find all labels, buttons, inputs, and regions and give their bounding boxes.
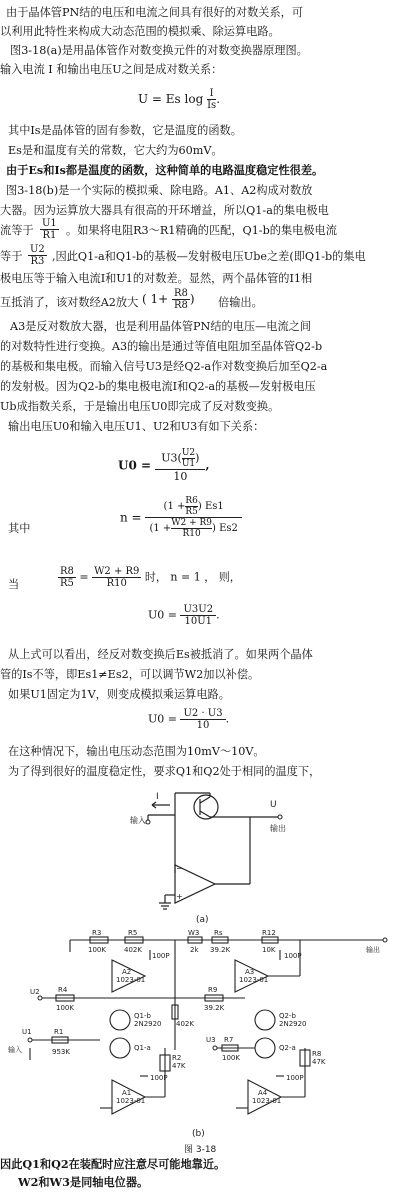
fig-b-q1a: Q1-a (134, 1044, 151, 1052)
fig-b-a2: A2 (122, 968, 132, 976)
fig-b-c1: 100P (152, 952, 170, 960)
fig-a-label-i: I (156, 792, 159, 802)
fig-b-r7v: 100K (222, 1054, 240, 1062)
eq-n-r5: R5 (185, 507, 198, 517)
para-line-5: 其中Is是晶体管的固有参数，它是温度的函数。 (8, 124, 242, 137)
fig-b-caption: (b) (192, 1129, 205, 1139)
fig-b-r12v: 10K (262, 946, 276, 954)
fig-b-r2: R2 (172, 1054, 182, 1062)
fig-b-c2: 100P (284, 952, 302, 960)
eq-mult-lhs: U0 = (148, 712, 177, 726)
fig-b-q2b: Q2-b (279, 1012, 296, 1020)
eq-log-end: . (216, 92, 221, 106)
eq-main-u2: U2 (181, 448, 196, 458)
fig-b-q1b: Q1-b (134, 1012, 151, 1020)
frac-r3-den: R3 (30, 256, 45, 267)
fig-b-rsv: 39.2K (210, 946, 231, 954)
gain-expression (142, 288, 195, 311)
fig-b-a1: A1 (122, 1089, 132, 1097)
eq-simp-num: U3U2 (180, 604, 216, 616)
eq-n-r10: R10 (182, 529, 201, 539)
para-line-11a: 等于 (0, 250, 23, 263)
fig-b-a3m: 1023-01 (239, 976, 269, 984)
fig-b-c3: 100P (150, 1074, 168, 1082)
para-line-13a: 互抵消了，该对数经A2放大 (0, 296, 139, 309)
fig-a-label-out: 输出 (270, 824, 286, 833)
gain-den: R8 (174, 300, 188, 311)
para-line-3: 图3-18(a)是用晶体管作对数变换元件的对数变换器原理图。 (10, 44, 308, 57)
gain-post: ) (189, 292, 195, 306)
eq-n-numtop: (1 + (163, 501, 186, 512)
eq-simp-end: . (216, 608, 220, 622)
equation-log (138, 88, 220, 111)
fig-b-r4v: 100K (56, 1004, 74, 1012)
para-line-16: 的基极和集电极。而输入信号U3是经Q2-a作对数变换后加至Q2-a (0, 360, 328, 373)
eq-log-den: Is (207, 100, 217, 111)
eq-simp-den: 10U1 (184, 616, 213, 627)
eq-n-es1: ) Es1 (197, 501, 224, 512)
para-line-13b: 倍输出。 (218, 296, 263, 309)
fig-b-out: 输出 (366, 946, 380, 954)
eq-cond-eq: = (79, 570, 89, 584)
fig-b-r9: R9 (208, 986, 218, 994)
fig-b-q2bm: 2N2920 (279, 1020, 307, 1028)
para-line-9: 大器。因为运算放大器具有很高的开环增益，所以Q1-a的集电极电 (0, 204, 329, 217)
eq-mult-num: U2 · U3 (180, 708, 225, 720)
fig-b-rs: Rs (214, 930, 223, 937)
eq-main-lhs: U0 = (118, 458, 152, 473)
eq-main-end: , (205, 458, 210, 472)
figure-b-circuit (0, 930, 400, 1145)
eq-main-u3: U3 (161, 451, 178, 465)
fig-b-q1bm: 2N2920 (134, 1020, 162, 1028)
para-line-6: Es是和温度有关的常数，它大约为60mV。 (8, 144, 223, 157)
fig-b-r4: R4 (58, 986, 68, 994)
eq-mult-end: . (225, 712, 230, 726)
eq-main-den: 10 (173, 470, 188, 483)
para-line-25: 在这种情况下，输出电压动态范围为10mV～10V。 (8, 745, 265, 758)
equation-n (120, 496, 242, 539)
fig-b-r10v: 402K (176, 1020, 194, 1028)
fig-b-a1m: 1023-01 (116, 1097, 146, 1105)
eq-cond-r5: R5 (60, 578, 74, 589)
para-line-11b: ,因此Q1-a和Q1-b的基极—发射极电压Ube之差(即Q1-b的集电 (52, 250, 366, 263)
para-line-1: 由于晶体管PN结的电压和电流之间具有很好的对数关系，可 (6, 6, 304, 19)
eq-n-w2r9: W2 + R9 (171, 518, 213, 528)
gain-num: R8 (174, 288, 188, 299)
fig-b-r1v: 953K (52, 1048, 70, 1056)
frac-u2-r3 (28, 244, 47, 267)
para-line-28: W2和W3是同轴电位器。 (18, 1176, 149, 1189)
para-line-20: 其中 (8, 522, 31, 535)
svg-text:−: − (176, 864, 183, 873)
eq-simp-lhs: U0 = (148, 608, 177, 622)
para-line-14: A3是反对数放大器，也是利用晶体管PN结的电压—电流之间 (10, 320, 312, 333)
para-line-22: 从上式可以看出，经反对数变换后Es被抵消了。如果两个晶体 (8, 648, 313, 661)
fig-b-a4: A4 (258, 1089, 268, 1097)
fig-b-r3v: 100K (88, 946, 106, 954)
fig-a-caption: (a) (196, 915, 209, 925)
para-line-15: 的对数特性进行变换。A3的输出是通过等值电阻加至晶体管Q2-b (0, 340, 323, 353)
figure-a-circuit (0, 785, 400, 925)
para-line-17: 的发射极。因为Q2-b的集电极电流I和Q2-a的基极—发射极电压 (0, 380, 316, 393)
eq-n-r6: R6 (185, 496, 198, 506)
frac-u1-r1 (40, 218, 59, 241)
para-line-12: 极电压等于输入电流I和U1的对数差。显然，两个晶体管的I1相 (0, 272, 313, 285)
frac-u1-num: U1 (42, 218, 57, 229)
eq-n-dentop: (1 + (149, 523, 172, 534)
eq-cond-tail: 时， n = 1 ， 则， (144, 570, 241, 584)
para-line-7: 由于Es和Is都是温度的函数，这种简单的电路温度稳定性很差。 (6, 164, 324, 177)
fig-b-r2v: 47K (172, 1062, 186, 1070)
fig-b-w3v: 2k (190, 946, 199, 954)
svg-text:+: + (176, 892, 183, 901)
fig-b-r7: R7 (224, 1036, 234, 1044)
equation-simplified (148, 604, 220, 627)
figure-caption: 图 3-18 (184, 1145, 217, 1155)
fig-b-r5v: 402K (124, 946, 142, 954)
gain-pre: ( 1+ (142, 292, 169, 306)
frac-r1-den: R1 (42, 230, 57, 241)
eq-n-es2: ) Es2 (212, 523, 238, 534)
para-line-19: 输出电压U0和输入电压U1、U2和U3有如下关系： (8, 420, 265, 433)
para-line-10b: 。如果将电阻R3～R1精确的匹配，Q1-b的集电极电流 (66, 224, 337, 237)
eq-cond-r10: R10 (106, 578, 127, 589)
fig-b-u1: U1 (22, 1028, 32, 1036)
fig-b-r8v: 47K (312, 1058, 326, 1066)
fig-b-in: 输入 (8, 1046, 22, 1054)
fig-a-label-in: 输入 (130, 816, 146, 825)
fig-b-w3: W3 (188, 930, 200, 937)
fig-b-a3: A3 (245, 968, 255, 976)
para-line-21: 当 (8, 578, 20, 591)
fig-b-r1: R1 (54, 1028, 64, 1036)
eq-cond-w2r9: W2 + R9 (94, 566, 140, 577)
fig-a-label-u: U (270, 800, 277, 810)
fig-b-a2m: 1023-01 (116, 976, 146, 984)
fig-b-r9v: 39.2K (204, 1004, 225, 1012)
para-line-24: 如果U1固定为1V，则变成模拟乘运算电路。 (8, 688, 230, 701)
fig-b-q2a: Q2-a (279, 1044, 296, 1052)
para-line-8: 图3-18(b)是一个实际的模拟乘、除电路。A1、A2构成对数放 (6, 184, 313, 197)
eq-cond-r8: R8 (60, 566, 74, 577)
fig-b-a4m: 1023-01 (252, 1097, 282, 1105)
para-line-10a: 流等于 (0, 224, 34, 237)
para-line-4: 输入电流 I 和输出电压U之间是成对数关系： (0, 63, 223, 76)
fig-b-c4: 100P (286, 1074, 304, 1082)
eq-mult-den: 10 (196, 720, 210, 731)
equation-main: U0 = U3( $\frac{U2}{U1}$ ) 10 , (118, 448, 210, 483)
frac-u2-num: U2 (30, 244, 45, 255)
fig-b-r3: R3 (92, 930, 102, 937)
fig-b-r5: R5 (128, 930, 138, 937)
fig-b-u3: U3 (206, 1036, 216, 1044)
equation-mult (148, 708, 229, 731)
para-line-23: 管的Is不等，即Es1≠Es2，可以调节W2加以补偿。 (0, 668, 260, 681)
para-line-2: 以利用此特性来构成大动态范围的模拟乘、除运算电路。 (0, 25, 280, 38)
fig-b-r8: R8 (312, 1050, 322, 1058)
para-line-27: 因此Q1和Q2在装配时应注意尽可能地靠近。 (0, 1158, 226, 1171)
eq-main-u1: U1 (181, 459, 196, 469)
eq-log-lhs: U = Es log (138, 92, 204, 106)
equation-cond (58, 566, 241, 589)
eq-n-lhs: n = (120, 510, 142, 525)
fig-b-r12: R12 (262, 930, 276, 937)
fig-b-u2: U2 (30, 988, 40, 996)
para-line-26: 为了得到很好的温度稳定性，要求Q1和Q2处于相同的温度下， (8, 765, 321, 778)
eq-log-num: I (207, 88, 216, 100)
para-line-18: Ub成指数关系，于是输出电压U0即完成了反对数变换。 (0, 400, 280, 413)
